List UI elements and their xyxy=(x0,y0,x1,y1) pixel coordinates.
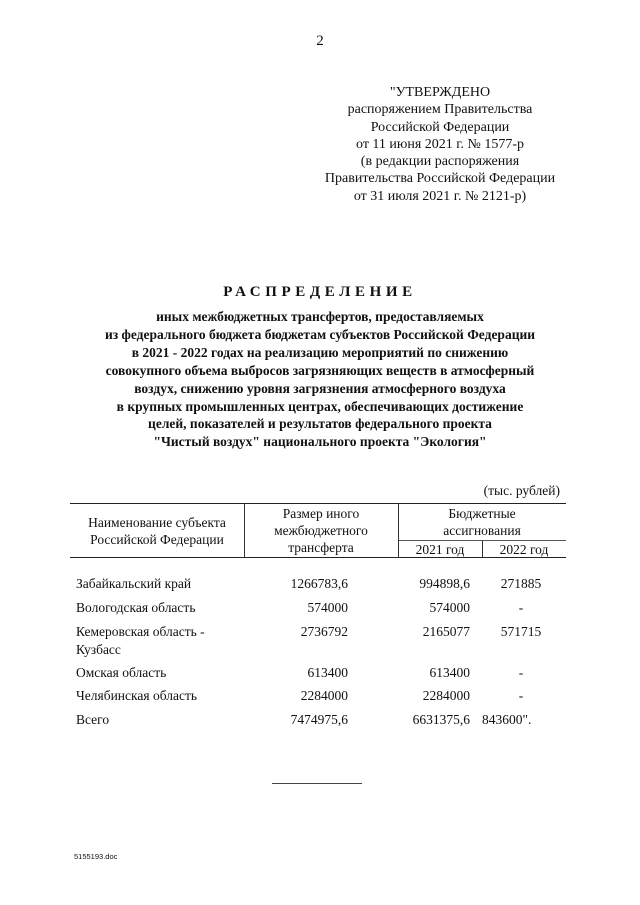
row-transfer-size: 613400 xyxy=(307,665,348,680)
row-2022: - xyxy=(518,665,524,680)
row-subject-name: Вологодская область xyxy=(76,600,196,615)
page-number: 2 xyxy=(316,33,324,49)
document-title: РАСПРЕДЕЛЕНИЕ xyxy=(223,284,417,300)
approval-line: от 31 июля 2021 г. № 2121-р) xyxy=(353,188,527,204)
table-top-rule xyxy=(70,503,566,504)
document-subtitle xyxy=(40,308,600,451)
row-2022: 843600". xyxy=(482,712,532,727)
row-subject-name: Забайкальский край xyxy=(76,576,192,591)
approval-line: "УТВЕРЖДЕНО xyxy=(389,85,491,100)
approval-line: распоряжением Правительства xyxy=(347,102,533,118)
row-2021: 6631375,6 xyxy=(412,712,470,727)
row-subject-name-cont: Кузбасс xyxy=(76,642,121,657)
approval-line: от 11 июня 2021 г. № 1577-р xyxy=(356,136,524,152)
units-note: (тыс. рублей) xyxy=(483,483,560,498)
row-2021: 2165077 xyxy=(422,624,470,639)
row-subject-name: Омская область xyxy=(76,665,167,680)
row-transfer-size: 7474975,6 xyxy=(290,712,348,727)
row-transfer-size: 2736792 xyxy=(300,624,348,639)
subtitle-line: "Чистый воздух" национального проекта "Экология" xyxy=(153,434,487,450)
row-2022: - xyxy=(518,688,524,703)
row-subject-name: Кемеровская область - xyxy=(76,624,205,639)
row-transfer-size: 2284000 xyxy=(300,688,348,703)
row-2021: 994898,6 xyxy=(419,576,470,591)
subtitle-line: в крупных промышленных центрах, обеспечивающих достижение xyxy=(116,398,524,414)
header-subject-name: Наименование субъекта Российской Федерации xyxy=(88,515,226,547)
row-2021: 613400 xyxy=(429,665,470,680)
row-2022: - xyxy=(518,600,524,615)
row-2021: 574000 xyxy=(429,600,470,615)
header-budget-allocations: Бюджетные ассигнования xyxy=(443,506,521,538)
subtitle-line: иных межбюджетных трансфертов, предоставляемых xyxy=(156,309,484,324)
row-2022: 571715 xyxy=(500,624,542,639)
row-subject-name: Челябинская область xyxy=(76,688,198,703)
row-transfer-size: 1266783,6 xyxy=(290,576,348,591)
subtitle-line: воздух, снижению уровня загрязнения атмосферного воздуха xyxy=(134,380,506,396)
subtitle-line: в 2021 - 2022 годах на реализацию мероприятий по снижению xyxy=(131,344,509,360)
approval-line: Правительства Российской Федерации xyxy=(324,171,556,187)
row-transfer-size: 574000 xyxy=(307,600,348,615)
subtitle-line: целей, показателей и результатов федерального проекта xyxy=(148,416,492,432)
closing-rule xyxy=(272,783,362,784)
subtitle-line: совокупного объема выбросов загрязняющих веществ в атмосферный xyxy=(105,362,535,378)
row-subject-name: Всего xyxy=(76,712,110,727)
approval-line: Российской Федерации xyxy=(370,119,510,135)
subtitle-line: из федерального бюджета бюджетам субъектов Российской Федерации xyxy=(104,326,536,342)
document-id: 5155193.doc xyxy=(74,852,118,861)
header-year-2021: 2021 год xyxy=(415,542,465,557)
row-2021: 2284000 xyxy=(422,688,470,703)
header-year-2022: 2022 год xyxy=(499,542,549,557)
row-2022: 271885 xyxy=(500,576,542,591)
approval-line: (в редакции распоряжения xyxy=(360,154,520,170)
header-transfer-size: Размер иного межбюджетного трансферта xyxy=(274,506,368,555)
approval-block xyxy=(290,84,590,205)
